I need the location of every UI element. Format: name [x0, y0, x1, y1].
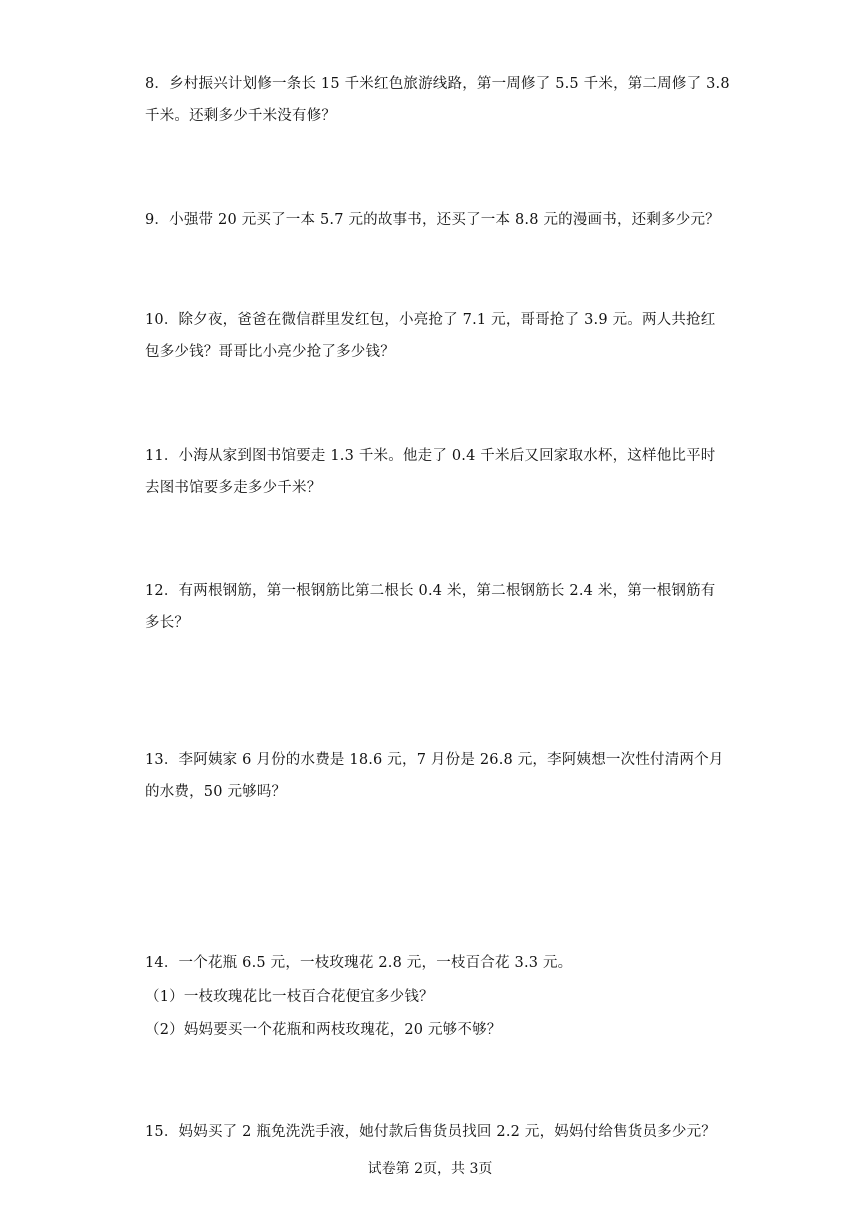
question-14-subquestion-2: （2）妈妈要买一个花瓶和两枝玫瑰花，20 元够不够？: [145, 1022, 502, 1038]
question-11-line-1: 11．小海从家到图书馆要走 1.3 千米。他走了 0.4 千米后又回家取水杯，这样他比平时: [145, 448, 716, 464]
question-8-line-1: 8．乡村振兴计划修一条长 15 千米红色旅游线路，第一周修了 5.5 千米，第二周修了 3.8: [145, 76, 730, 92]
question-10-line-2: 包多少钱？哥哥比小亮少抢了多少钱？: [145, 344, 395, 360]
question-15-line-1: 15．妈妈买了 2 瓶免洗洗手液，她付款后售货员找回 2.2 元，妈妈付给售货员多少元？: [145, 1124, 716, 1140]
question-14-line-1: 14．一个花瓶 6.5 元，一枝玫瑰花 2.8 元，一枝百合花 3.3 元。: [145, 955, 573, 971]
question-13-line-1: 13．李阿姨家 6 月份的水费是 18.6 元，7 月份是 26.8 元，李阿姨想一次性付清两个月: [145, 752, 724, 768]
question-12-line-1: 12．有两根钢筋，第一根钢筋比第二根长 0.4 米，第二根钢筋长 2.4 米，第一根钢筋有: [145, 583, 716, 599]
question-13-line-2: 的水费，50 元够吗？: [145, 784, 287, 800]
question-14-subquestion-1: （1）一枝玫瑰花比一枝百合花便宜多少钱？: [145, 989, 434, 1005]
question-12-line-2: 多长？: [145, 615, 190, 631]
question-11-line-2: 去图书馆要多走多少千米？: [145, 480, 322, 496]
page-footer: 试卷第 2页，共 3页: [367, 1161, 493, 1177]
question-8-line-2: 千米。还剩多少千米没有修？: [145, 108, 337, 124]
question-9-line-1: 9．小强带 20 元买了一本 5.7 元的故事书，还买了一本 8.8 元的漫画书，还剩多少元？: [145, 212, 720, 228]
question-10-line-1: 10．除夕夜，爸爸在微信群里发红包，小亮抢了 7.1 元，哥哥抢了 3.9 元。两人共抢红: [145, 312, 716, 328]
